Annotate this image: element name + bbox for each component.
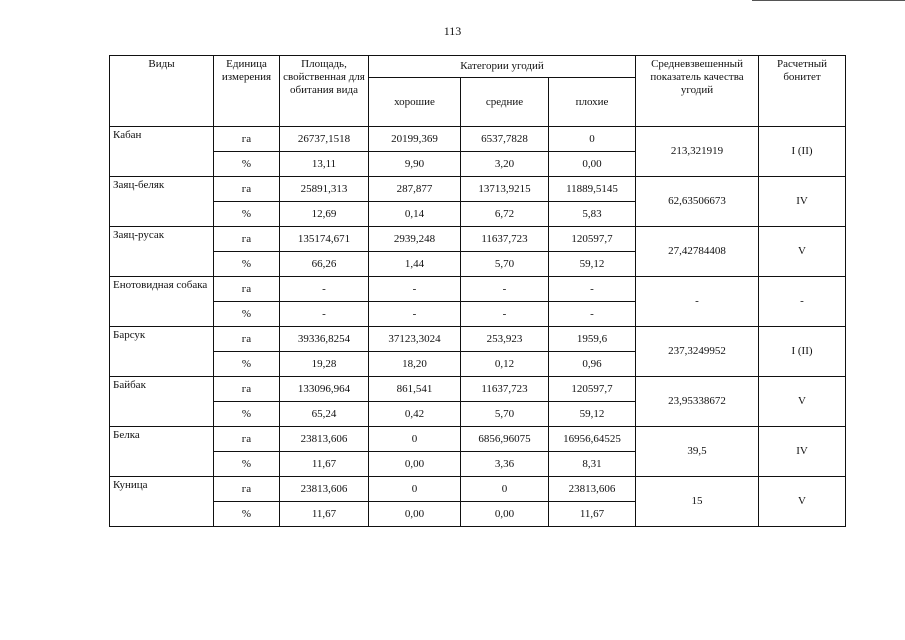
table-row <box>110 427 846 452</box>
quality-index: 15 <box>636 477 759 527</box>
table-row <box>110 127 846 152</box>
cell-ha-medium: - <box>461 277 549 302</box>
cell-pct-poor: 0,96 <box>549 352 636 377</box>
table-row <box>110 477 846 502</box>
cell-ha-medium: 11637,723 <box>461 377 549 402</box>
species-name: Белка <box>110 427 214 477</box>
cell-ha-good: 0 <box>369 477 461 502</box>
cell-ha-poor: 16956,64525 <box>549 427 636 452</box>
table-row <box>110 177 846 202</box>
cell-ha-area: 135174,671 <box>280 227 369 252</box>
cell-ha-unit: га <box>214 377 280 402</box>
cell-pct-unit: % <box>214 352 280 377</box>
col-header-unit: Единица измерения <box>214 56 280 127</box>
cell-ha-poor: 0 <box>549 127 636 152</box>
cell-pct-poor: 8,31 <box>549 452 636 477</box>
cell-ha-unit: га <box>214 177 280 202</box>
col-header-species: Виды <box>110 56 214 127</box>
cell-pct-area: 19,28 <box>280 352 369 377</box>
col-header-categories: Категории угодий <box>369 56 636 78</box>
quality-index: 23,95338672 <box>636 377 759 427</box>
cell-ha-area: 23813,606 <box>280 477 369 502</box>
cell-pct-medium: 0,00 <box>461 502 549 527</box>
cell-ha-area: 26737,1518 <box>280 127 369 152</box>
species-name: Заяц-беляк <box>110 177 214 227</box>
cell-ha-poor: 120597,7 <box>549 227 636 252</box>
table-row <box>110 277 846 302</box>
cell-pct-medium: 3,36 <box>461 452 549 477</box>
cell-ha-medium: 0 <box>461 477 549 502</box>
cell-pct-medium: 6,72 <box>461 202 549 227</box>
cell-ha-poor: 11889,5145 <box>549 177 636 202</box>
cell-pct-area: 12,69 <box>280 202 369 227</box>
cell-pct-unit: % <box>214 452 280 477</box>
cell-pct-poor: - <box>549 302 636 327</box>
corner-rule <box>752 0 905 1</box>
cell-ha-unit: га <box>214 327 280 352</box>
cell-pct-good: 0,14 <box>369 202 461 227</box>
col-header-quality: Средневзвешенный показатель качества угодий <box>636 56 759 127</box>
cell-pct-medium: - <box>461 302 549 327</box>
bonitet-class: V <box>759 477 846 527</box>
habitat-quality-table <box>109 55 846 527</box>
species-name: Байбак <box>110 377 214 427</box>
cell-ha-good: 861,541 <box>369 377 461 402</box>
page-number: 113 <box>443 24 462 38</box>
cell-pct-area: 11,67 <box>280 502 369 527</box>
cell-ha-good: - <box>369 277 461 302</box>
cell-ha-good: 0 <box>369 427 461 452</box>
table-row <box>110 227 846 252</box>
cell-ha-medium: 13713,9215 <box>461 177 549 202</box>
species-name: Куница <box>110 477 214 527</box>
species-name: Заяц-русак <box>110 227 214 277</box>
cell-pct-unit: % <box>214 302 280 327</box>
cell-ha-poor: 23813,606 <box>549 477 636 502</box>
quality-index: 62,63506673 <box>636 177 759 227</box>
cell-ha-poor: 1959,6 <box>549 327 636 352</box>
quality-index: 237,3249952 <box>636 327 759 377</box>
col-header-bonitet: Расчетный бонитет <box>759 56 846 127</box>
cell-pct-good: 18,20 <box>369 352 461 377</box>
cell-pct-unit: % <box>214 502 280 527</box>
cell-pct-good: 0,00 <box>369 502 461 527</box>
quality-index: 39,5 <box>636 427 759 477</box>
cell-ha-medium: 11637,723 <box>461 227 549 252</box>
cell-ha-good: 2939,248 <box>369 227 461 252</box>
quality-index: - <box>636 277 759 327</box>
bonitet-class: IV <box>759 427 846 477</box>
bonitet-class: IV <box>759 177 846 227</box>
cell-pct-medium: 5,70 <box>461 402 549 427</box>
cell-ha-poor: 120597,7 <box>549 377 636 402</box>
cell-ha-unit: га <box>214 127 280 152</box>
cell-pct-unit: % <box>214 402 280 427</box>
cell-pct-poor: 5,83 <box>549 202 636 227</box>
cell-ha-area: 133096,964 <box>280 377 369 402</box>
cell-ha-unit: га <box>214 227 280 252</box>
bonitet-class: I (II) <box>759 127 846 177</box>
cell-ha-medium: 6537,7828 <box>461 127 549 152</box>
cell-pct-good: - <box>369 302 461 327</box>
cell-ha-good: 287,877 <box>369 177 461 202</box>
cell-pct-area: - <box>280 302 369 327</box>
cell-pct-poor: 59,12 <box>549 252 636 277</box>
cell-pct-medium: 5,70 <box>461 252 549 277</box>
cell-pct-good: 9,90 <box>369 152 461 177</box>
col-header-area: Площадь, свойственная для обитания вида <box>280 56 369 127</box>
cell-ha-area: 39336,8254 <box>280 327 369 352</box>
cell-ha-unit: га <box>214 277 280 302</box>
cell-ha-medium: 253,923 <box>461 327 549 352</box>
cell-pct-unit: % <box>214 202 280 227</box>
quality-index: 213,321919 <box>636 127 759 177</box>
col-header-medium: средние <box>461 78 549 127</box>
cell-pct-area: 66,26 <box>280 252 369 277</box>
cell-ha-area: 25891,313 <box>280 177 369 202</box>
cell-pct-poor: 59,12 <box>549 402 636 427</box>
bonitet-class: - <box>759 277 846 327</box>
bonitet-class: I (II) <box>759 327 846 377</box>
cell-ha-good: 37123,3024 <box>369 327 461 352</box>
cell-ha-area: 23813,606 <box>280 427 369 452</box>
cell-ha-unit: га <box>214 427 280 452</box>
cell-pct-area: 13,11 <box>280 152 369 177</box>
table-row <box>110 377 846 402</box>
species-name: Барсук <box>110 327 214 377</box>
col-header-good: хорошие <box>369 78 461 127</box>
cell-pct-area: 11,67 <box>280 452 369 477</box>
cell-ha-unit: га <box>214 477 280 502</box>
cell-pct-unit: % <box>214 252 280 277</box>
cell-pct-poor: 11,67 <box>549 502 636 527</box>
bonitet-class: V <box>759 227 846 277</box>
cell-pct-good: 0,00 <box>369 452 461 477</box>
col-header-poor: плохие <box>549 78 636 127</box>
cell-ha-good: 20199,369 <box>369 127 461 152</box>
quality-index: 27,42784408 <box>636 227 759 277</box>
cell-ha-medium: 6856,96075 <box>461 427 549 452</box>
species-name: Енотовидная собака <box>110 277 214 327</box>
cell-pct-good: 0,42 <box>369 402 461 427</box>
cell-pct-good: 1,44 <box>369 252 461 277</box>
cell-pct-poor: 0,00 <box>549 152 636 177</box>
cell-pct-unit: % <box>214 152 280 177</box>
table-row <box>110 327 846 352</box>
cell-ha-poor: - <box>549 277 636 302</box>
species-name: Кабан <box>110 127 214 177</box>
bonitet-class: V <box>759 377 846 427</box>
cell-pct-area: 65,24 <box>280 402 369 427</box>
cell-pct-medium: 0,12 <box>461 352 549 377</box>
cell-pct-medium: 3,20 <box>461 152 549 177</box>
cell-ha-area: - <box>280 277 369 302</box>
